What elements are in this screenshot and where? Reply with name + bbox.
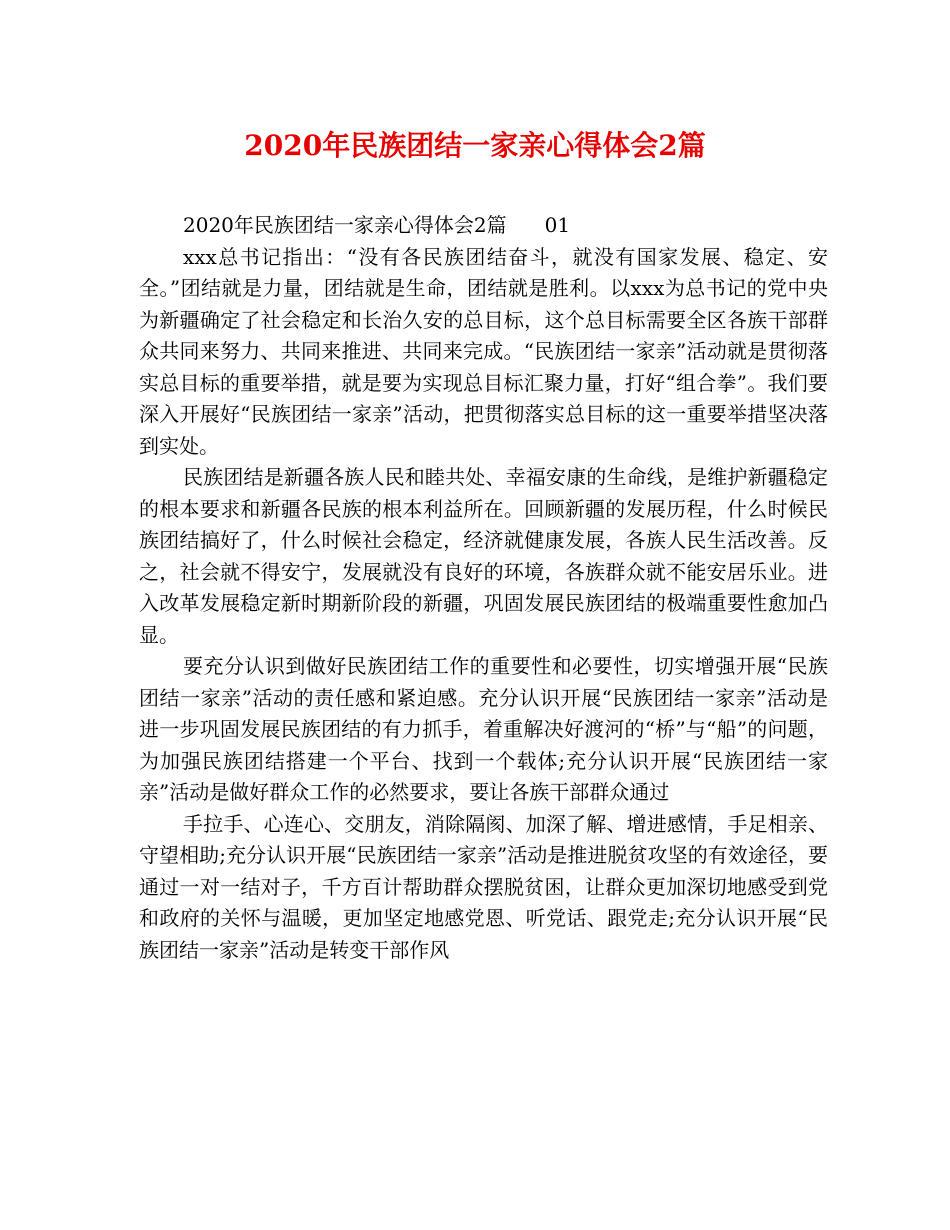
document-subtitle (139, 210, 828, 242)
paragraph-2: 民族团结是新疆各族人民和睦共处、幸福安康的生命线，是维护新疆稳定的根本要求和新疆各民族的根本利益所在。回顾新疆的发展历程，什么时候民族团结搞好了，什么时候社会稳定，经济就健康发展，各族人民生活改善。反之，社会就不得安宁，发展就没有良好的环境，各族群众就不能安居乐业。进入改革发展稳定新时期新阶段的新疆，巩固发展民族团结的极端重要性愈加凸显。 (139, 465, 828, 647)
paragraph-4: 手拉手、心连心、交朋友，消除隔阂、加深了解、增进感情，手足相亲、守望相助;充分认识开展“民族团结一家亲”活动是推进脱贫攻坚的有效途径，要通过一对一结对子，千方百计帮助群众摆脱贫困，让群众更加深切地感受到党和政府的关怀与温暖，更加坚定地感党恩、听党话、跟党走;充分认识开展“民族团结一家亲”活动是转变干部作风 (139, 811, 828, 962)
paragraph-1: xxx总书记指出：“没有各民族团结奋斗，就没有国家发展、稳定、安全。”团结就是力量，团结就是生命，团结就是胜利。以xxx为总书记的党中央为新疆确定了社会稳定和长治久安的总目标，这个总目标需要全区各族干部群众共同来努力、共同来推进、共同来完成。“民族团结一家亲”活动就是贯彻落实总目标的重要举措，就是要为实现总目标汇聚力量，打好“组合拳”。我们要深入开展好“民族团结一家亲”活动，把贯彻落实总目标的这一重要举措坚决落到实处。 (139, 244, 828, 458)
subtitle-text: 2020年民族团结一家亲心得体会2篇 (183, 213, 507, 237)
document-body (139, 210, 828, 966)
subtitle-number: 01 (544, 213, 571, 237)
paragraph-3: 要充分认识到做好民族团结工作的重要性和必要性，切实增强开展“民族团结一家亲”活动的责任感和紧迫感。充分认识开展“民族团结一家亲”活动是进一步巩固发展民族团结的有力抓手，着重解决好渡河的“桥”与“船”的问题，为加强民族团结搭建一个平台、找到一个载体;充分认识开展“民族团结一家亲”活动是做好群众工作的必然要求，要让各族干部群众通过 (139, 654, 828, 804)
document-title: 2020年民族团结一家亲心得体会2篇 (244, 129, 706, 162)
